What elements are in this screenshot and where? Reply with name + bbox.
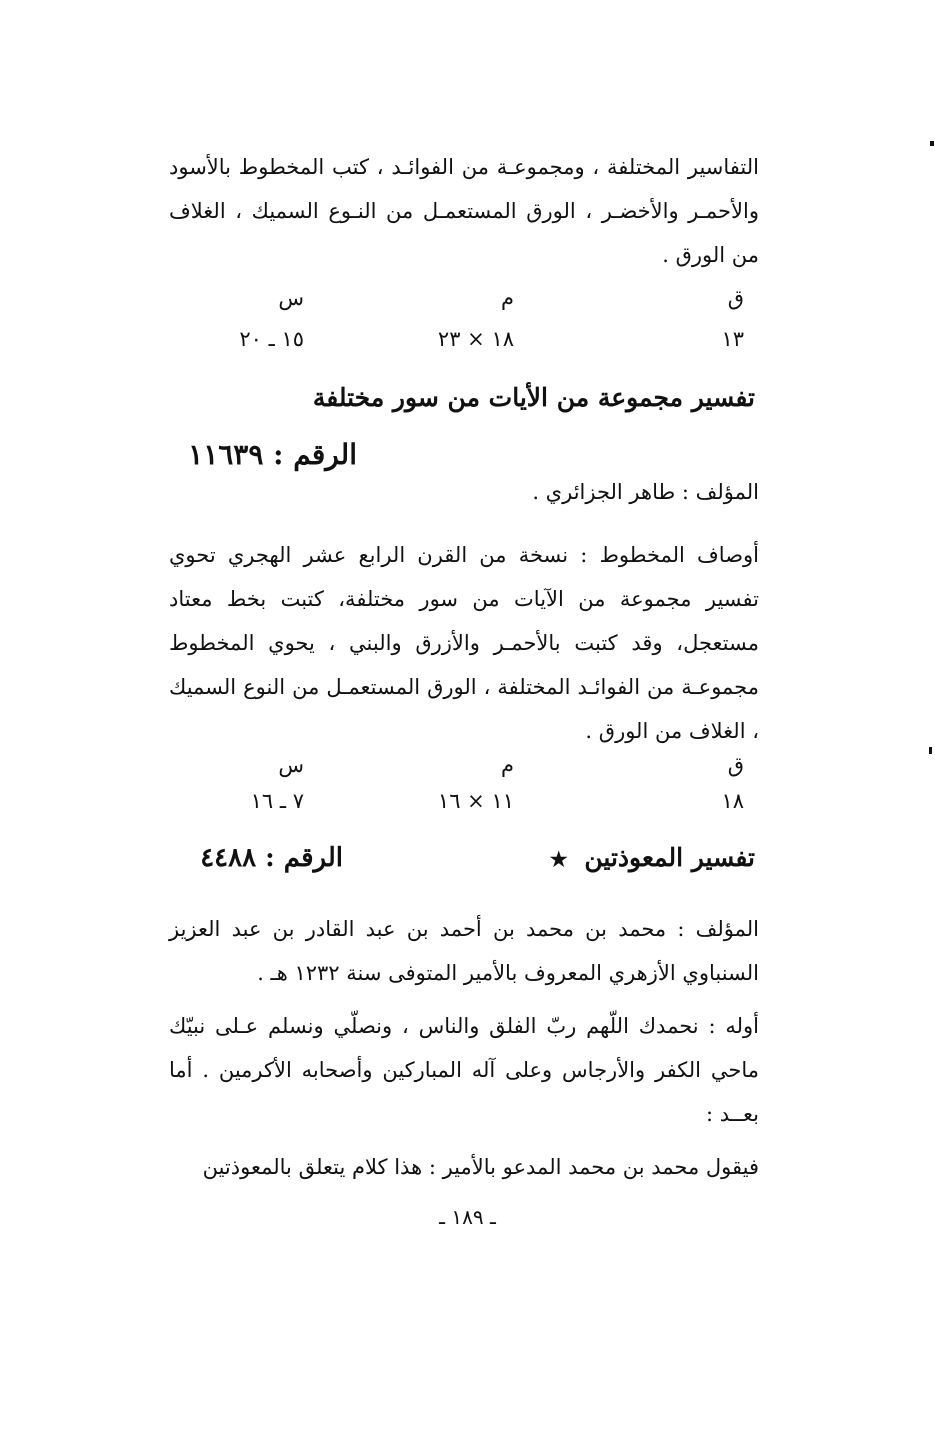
entry-title: تفسير مجموعة من الأيات من سور مختلفة: [312, 383, 755, 412]
margin-mark: [929, 747, 932, 754]
metadata-values-row: [199, 789, 759, 829]
dimensions-value: ١٨ × ٢٣: [437, 327, 514, 351]
catalog-number: الرقم : ٤٤٨٨: [200, 843, 343, 873]
metadata-values-row: [199, 327, 759, 367]
dimensions-label: م: [500, 753, 514, 777]
previous-entry-description: التفاسير المختلفة ، ومجموعـة من الفوائـد ، كتب المخطوط بالأسود والأحمـر والأخضـر ، الورق المستعمـل من النـوع السميك ، الغلاف من الورق .: [169, 155, 759, 267]
lines-value: ٧ ـ ١٦: [250, 789, 304, 813]
dimensions-label: م: [500, 286, 514, 310]
author-line: المؤلف : محمد بن محمد بن أحمد بن عبد القادر بن عبد العزيز السنباوي الأزهري المعروف بالأمير المتوفى سنة ١٢٣٢ هـ .: [169, 917, 759, 985]
catalog-number: الرقم : ١١٦٣٩: [188, 438, 357, 471]
incipit-text: أوله : نحمدك اللّهم ربّ الفلق والناس ، ونصلّي ونسلم عـلى نبيّك ماحي الكفر والأرجاس وعلى آله المباركين وأصحابه الأكرمين . أما بعــد :: [169, 1014, 759, 1126]
star-icon: ★: [549, 847, 568, 871]
metadata-labels-row: [199, 753, 759, 793]
author-line: المؤلف : طاهر الجزائري .: [532, 480, 759, 504]
folios-value: ١٣: [721, 327, 744, 351]
lines-value: ١٥ ـ ٢٠: [239, 327, 304, 351]
metadata-labels-row: [199, 286, 759, 326]
manuscript-description: أوصاف المخطوط : نسخة من القرن الرابع عشر الهجري تحوي تفسير مجموعة من الآيات من سور مختلفة، كتبت بخط معتاد مستعجل، وقد كتبت بالأحمـر والأزرق والبني ، يحوي المخطوط مجموعـة من الفوائـد المختلفة ، الورق المستعمـل من النوع السميك ، الغلاف من الورق .: [169, 543, 759, 743]
lines-label: س: [278, 286, 304, 310]
folios-label: ق: [727, 753, 744, 777]
entry-title: تفسير المعوذتين: [584, 843, 755, 872]
margin-mark: [930, 141, 934, 146]
page-number: ـ ١٨٩ ـ: [439, 1205, 496, 1229]
entry-title-container: [550, 843, 755, 872]
lines-label: س: [278, 753, 304, 777]
folios-value: ١٨: [721, 789, 744, 813]
body-text: فيقول محمد بن محمد المدعو بالأمير : هذا كلام يتعلق بالمعوذتين: [202, 1155, 759, 1179]
dimensions-value: ١١ × ١٦: [437, 789, 514, 813]
folios-label: ق: [727, 286, 744, 310]
